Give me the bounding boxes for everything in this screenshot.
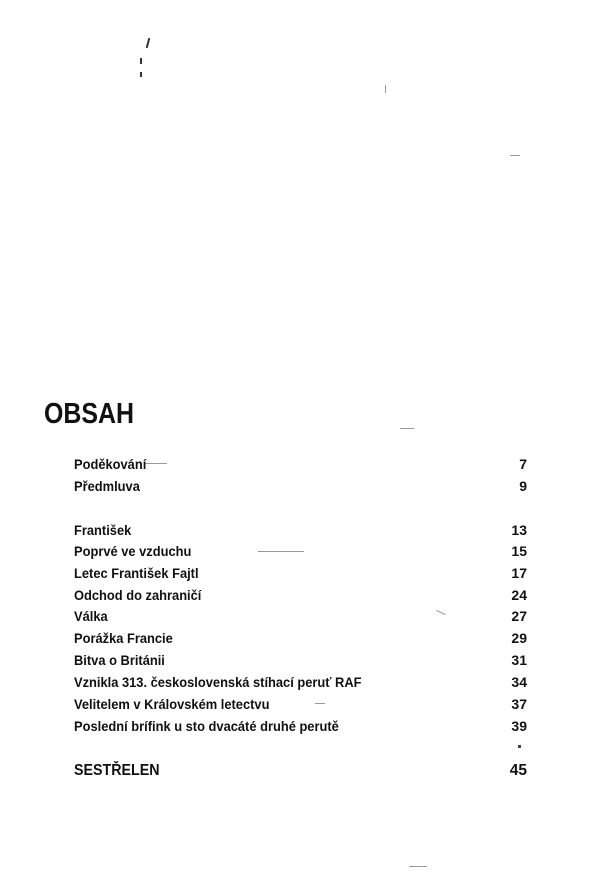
toc-entry: [74, 565, 527, 585]
toc-entry: [74, 718, 527, 738]
toc-entry-title: Bitva o Británii: [74, 652, 165, 668]
scan-speck: [140, 58, 142, 64]
toc-entry-title: Poslední brífink u sto dvacáté druhé perutě: [74, 718, 339, 734]
toc-entry: [74, 696, 527, 716]
toc-entry-title: Poprvé ve vzduchu: [74, 543, 192, 559]
toc-entry: [74, 674, 527, 694]
scan-speck: [518, 745, 521, 748]
scan-speck: [385, 85, 386, 93]
toc-entry-title: Porážka Francie: [74, 630, 173, 646]
toc-entry: [74, 478, 527, 498]
toc-entry-title: Válka: [74, 608, 108, 624]
scan-speck: [409, 866, 427, 867]
toc-entry-page: 27: [511, 608, 527, 624]
scan-speck: [510, 155, 520, 156]
toc-entry-page: 34: [511, 674, 527, 690]
toc-entry: [74, 522, 527, 542]
toc-entry-page: 37: [511, 696, 527, 712]
scan-speck: [146, 38, 151, 48]
toc-entry-title: Předmluva: [74, 478, 140, 494]
toc-entry-page: 17: [511, 565, 527, 581]
toc-entry-page: 13: [511, 522, 527, 538]
toc-entry-title: SESTŘELEN: [74, 762, 160, 779]
toc-entry-title: Poděkování: [74, 456, 147, 472]
toc-entry-title: František: [74, 522, 132, 538]
toc-entry-page: 45: [509, 762, 527, 779]
toc-entry-page: 29: [511, 630, 527, 646]
toc-entry-page: 7: [519, 456, 527, 472]
toc-entry: [74, 762, 527, 782]
toc-entry-title: Letec František Fajtl: [74, 565, 199, 581]
toc-entry: [74, 587, 527, 607]
toc-entry-title: Vznikla 313. československá stíhací peruť RAF: [74, 674, 362, 690]
toc-entry-page: 24: [511, 587, 527, 603]
toc-entry: [74, 456, 527, 476]
toc-entry: [74, 630, 527, 650]
scan-speck: [140, 72, 142, 77]
toc-entry: [74, 608, 527, 628]
toc-entry: [74, 543, 527, 563]
scan-speck: [400, 428, 414, 429]
contents-heading: OBSAH: [44, 398, 135, 430]
toc-entry: [74, 652, 527, 672]
toc-entry-page: 39: [511, 718, 527, 734]
toc-entry-page: 31: [511, 652, 527, 668]
toc-entry-title: Odchod do zahraničí: [74, 587, 202, 603]
toc-entry-title: Velitelem v Královském letectvu: [74, 696, 270, 712]
toc-entry-page: 15: [511, 543, 527, 559]
toc-entry-page: 9: [519, 478, 527, 494]
